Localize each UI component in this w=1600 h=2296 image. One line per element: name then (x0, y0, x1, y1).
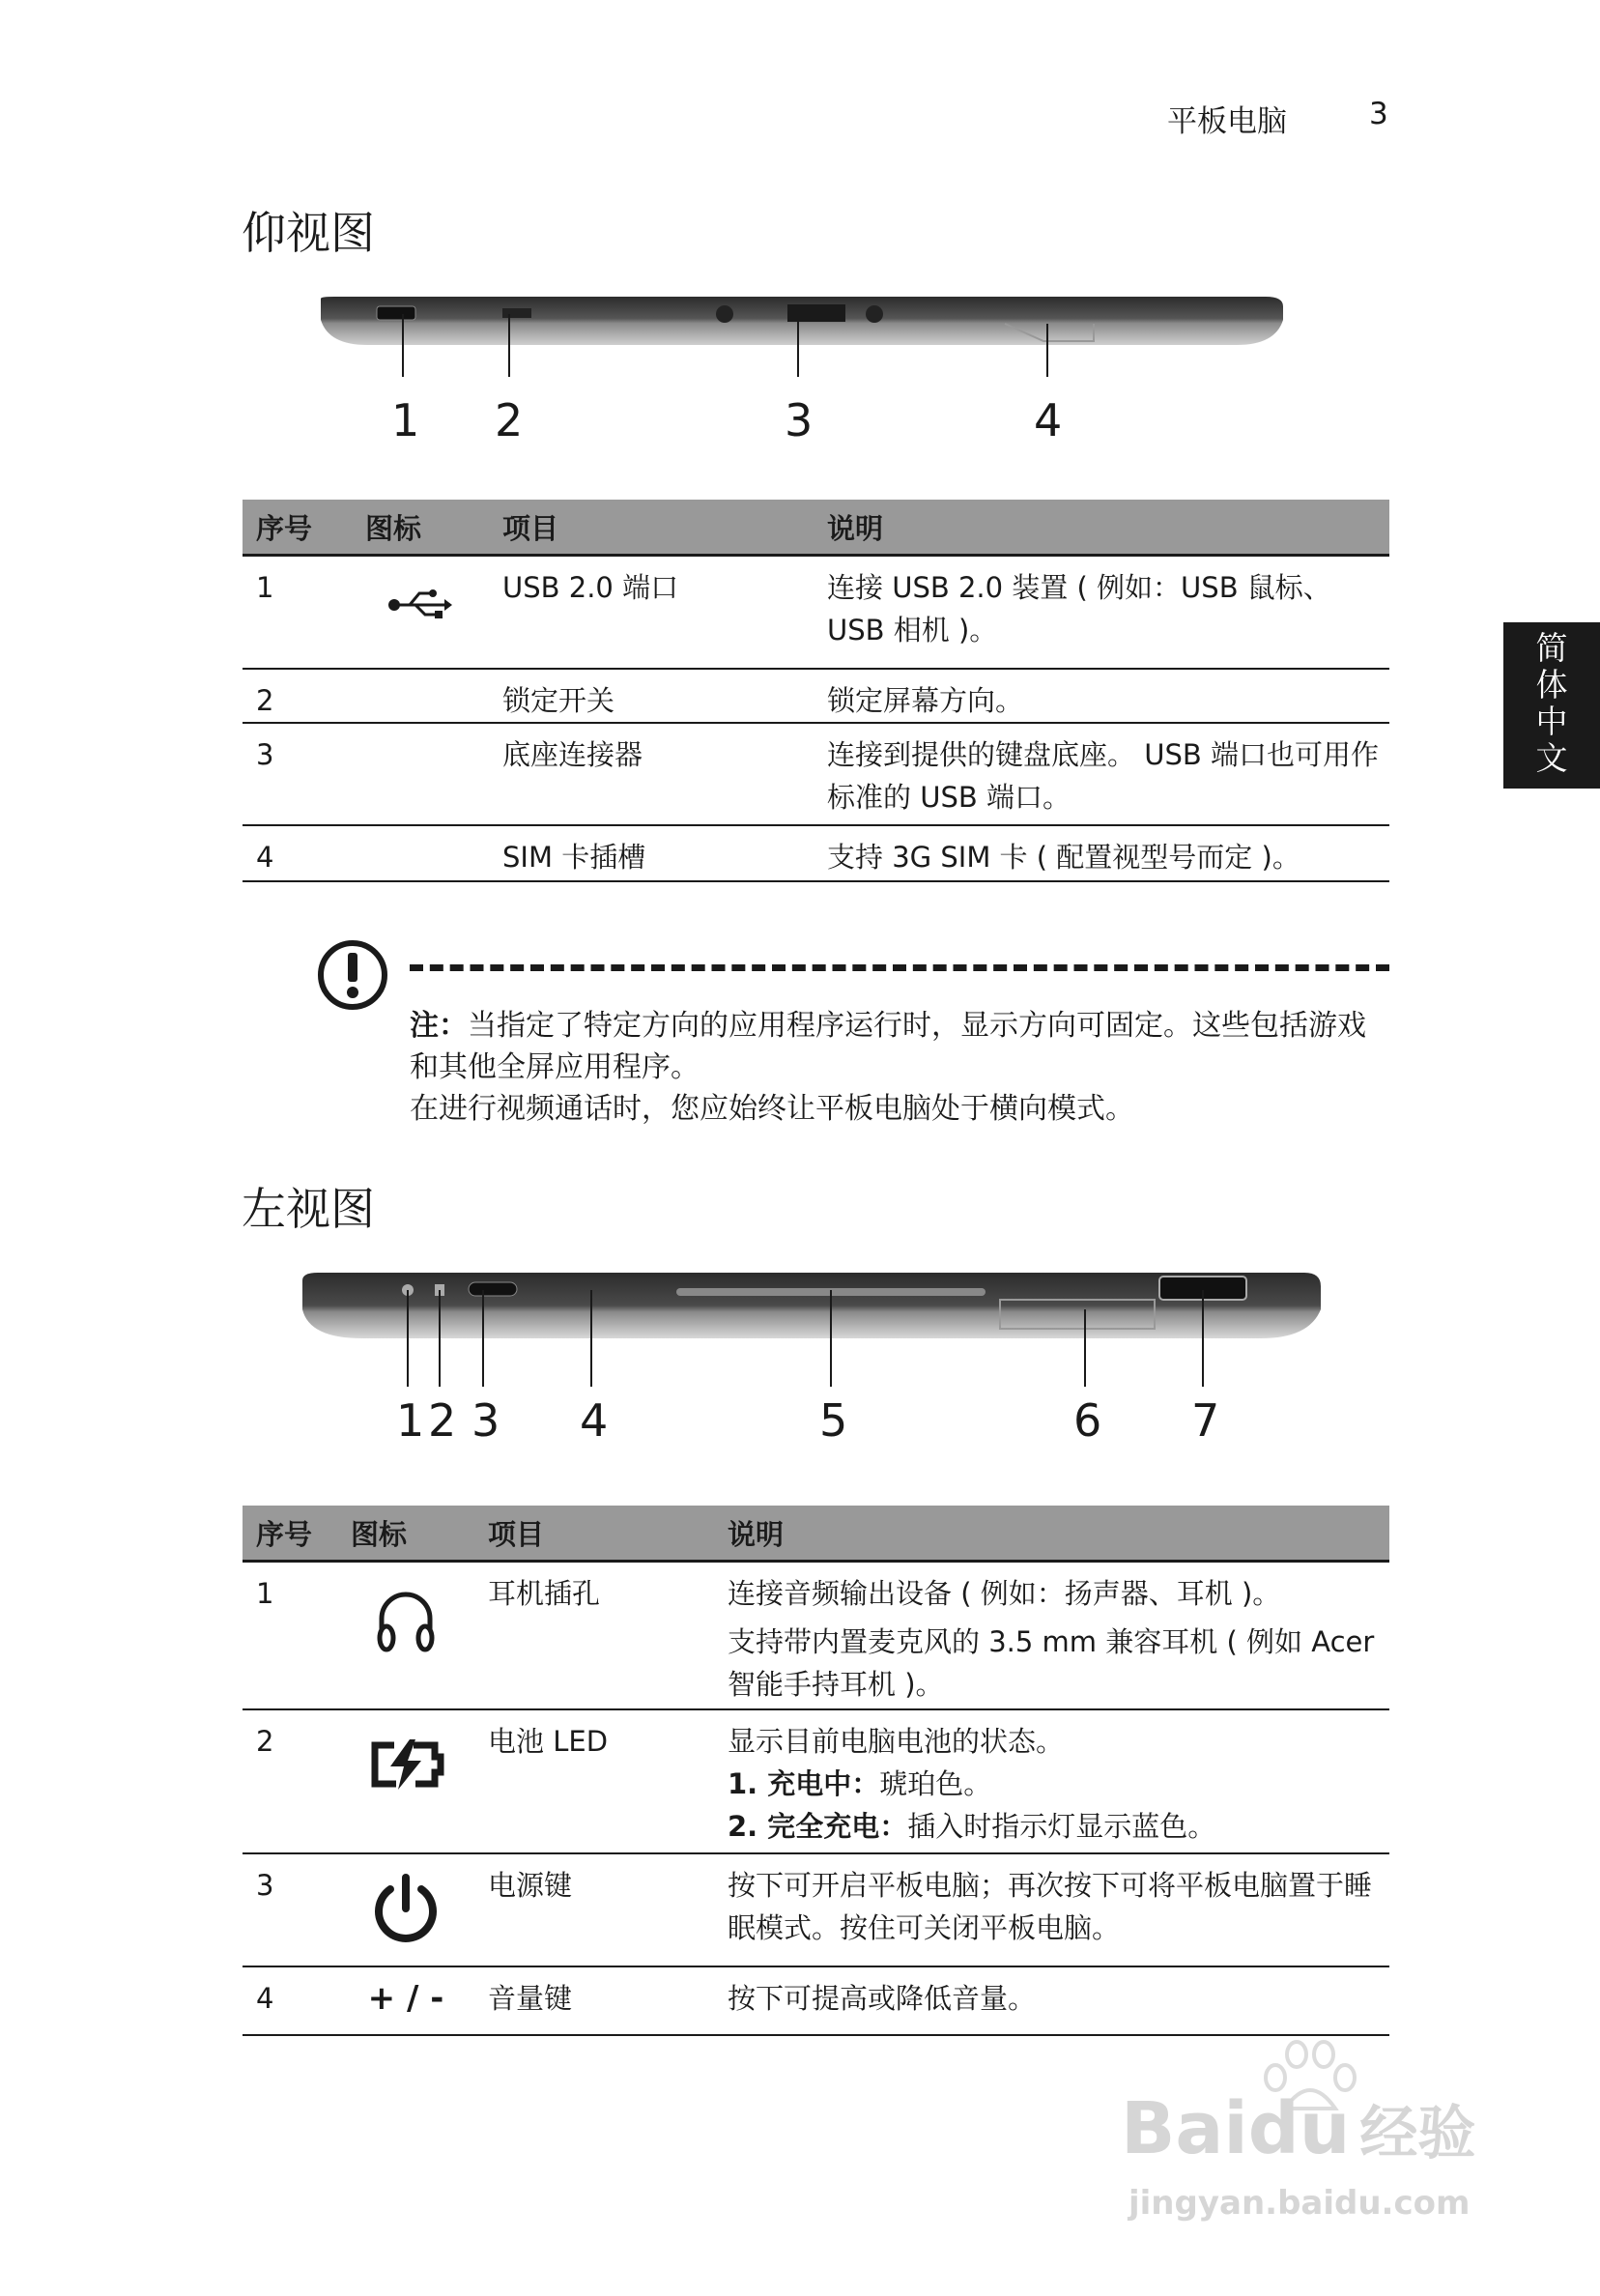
item-description: 锁定屏幕方向。 (814, 669, 1389, 723)
bottom-view-table (243, 500, 1389, 882)
item-name: 底座连接器 (489, 723, 814, 825)
side-tab-char: 体 (1535, 666, 1568, 703)
row-number: 4 (243, 1966, 337, 2035)
table-row (243, 1966, 1389, 2035)
list-item (728, 1763, 1380, 1805)
col-header: 项目 (474, 1506, 714, 1562)
dock-pin (866, 305, 883, 323)
callout-label: 2 (428, 1394, 457, 1447)
usb-icon (386, 584, 454, 622)
headphone-icon (372, 1586, 440, 1655)
note-body (410, 1005, 1376, 1130)
tablet-left-edge-illustration (295, 1261, 1329, 1387)
note-divider (410, 964, 1389, 971)
watermark-brand-du: du (1247, 2087, 1351, 2170)
item-description: 按下可开启平板电脑；再次按下可将平板电脑置于睡眠模式。按住可关闭平板电脑。 (714, 1853, 1389, 1966)
left-view-title: 左视图 (242, 1183, 375, 1235)
lock-switch (502, 308, 531, 318)
callout-label: 3 (471, 1394, 500, 1447)
table-row (243, 669, 1389, 723)
list-item (728, 1805, 1380, 1848)
col-header: 图标 (337, 1506, 474, 1562)
item-name: USB 2.0 端口 (489, 556, 814, 669)
warning-icon (315, 937, 390, 1013)
item-description: 连接音频输出设备 ( 例如：扬声器、耳机 )。 (728, 1577, 1281, 1610)
watermark-url: jingyan.baidu.com (1129, 2184, 1471, 2223)
item-name: 音量键 (474, 1966, 714, 2035)
table-header-row (243, 500, 1389, 556)
left-view-table (243, 1506, 1389, 2036)
dock-pin (716, 305, 733, 323)
power-icon (367, 1872, 444, 1949)
table-row (243, 1562, 1389, 1709)
row-number: 1 (243, 1562, 337, 1709)
list-item-label: 2. 完全充电： (728, 1809, 908, 1843)
volume-icon: + / - (337, 1966, 474, 2035)
row-number: 4 (243, 825, 352, 881)
item-description: 支持带内置麦克风的 3.5 mm 兼容耳机 ( 例如 Acer 智能手持耳机 )。 (728, 1625, 1375, 1701)
watermark-cn: 经验 (1359, 2100, 1476, 2167)
running-header-title: 平板电脑 (1167, 104, 1287, 139)
list-item-label: 1. 充电中： (728, 1766, 880, 1800)
usb-port (377, 306, 415, 320)
bottom-view-title: 仰视图 (242, 207, 375, 259)
callout-label: 2 (495, 394, 524, 446)
table-header-row (243, 1506, 1389, 1562)
col-header: 序号 (243, 1506, 337, 1562)
table-row (243, 723, 1389, 825)
col-header: 说明 (714, 1506, 1389, 1562)
col-header: 序号 (243, 500, 352, 556)
note-text: 当指定了特定方向的应用程序运行时，显示方向可固定。这些包括游戏和其他全屏应用程序。 (410, 1009, 1366, 1084)
callout-label: 4 (1034, 394, 1063, 446)
callout-label: 5 (819, 1394, 848, 1447)
item-description: 支持 3G SIM 卡 ( 配置视型号而定 )。 (814, 825, 1389, 881)
table-row (243, 1709, 1389, 1853)
note-label: 注： (410, 1009, 468, 1043)
callout-label: 3 (785, 394, 814, 446)
callout-label: 7 (1191, 1394, 1220, 1447)
dock-connector (787, 304, 845, 322)
col-header: 说明 (814, 500, 1389, 556)
item-description: 连接到提供的键盘底座。 USB 端口也可用作标准的 USB 端口。 (814, 723, 1389, 825)
language-side-tab (1503, 622, 1600, 789)
item-name: 电池 LED (474, 1709, 714, 1853)
callout-label: 6 (1073, 1394, 1102, 1447)
item-description: 连接 USB 2.0 装置 ( 例如：USB 鼠标、USB 相机 )。 (814, 556, 1389, 669)
list-item-text: 插入时指示灯显示蓝色。 (907, 1809, 1216, 1843)
item-name: 锁定开关 (489, 669, 814, 723)
callout-label: 1 (391, 394, 420, 446)
item-description: 显示目前电脑电池的状态。 (728, 1724, 1065, 1758)
side-tab-char: 简 (1535, 629, 1568, 667)
callout-label: 4 (580, 1394, 609, 1447)
table-row (243, 556, 1389, 669)
table-row (243, 825, 1389, 881)
row-number: 1 (243, 556, 352, 669)
table-row (243, 1853, 1389, 1966)
list-item-text: 琥珀色。 (879, 1766, 992, 1800)
watermark-brand: Bai (1121, 2087, 1248, 2170)
row-number: 2 (243, 669, 352, 723)
page-number: 3 (1369, 97, 1388, 131)
side-tab-char: 中 (1535, 703, 1568, 740)
row-number: 3 (243, 723, 352, 825)
side-tab-char: 文 (1535, 739, 1568, 777)
col-header: 图标 (352, 500, 489, 556)
power-button (469, 1282, 517, 1296)
watermark (1121, 2039, 1507, 2252)
note-text: 在进行视频通话时，您应始终让平板电脑处于横向模式。 (410, 1092, 1134, 1126)
callout-label: 1 (396, 1394, 425, 1447)
item-description: 按下可提高或降低音量。 (714, 1966, 1389, 2035)
row-number: 2 (243, 1709, 337, 1853)
battery-charging-icon (367, 1737, 444, 1792)
col-header: 项目 (489, 500, 814, 556)
item-name: SIM 卡插槽 (489, 825, 814, 881)
item-name: 耳机插孔 (474, 1562, 714, 1709)
tablet-bottom-edge-illustration (309, 285, 1295, 377)
row-number: 3 (243, 1853, 337, 1966)
item-name: 电源键 (474, 1853, 714, 1966)
